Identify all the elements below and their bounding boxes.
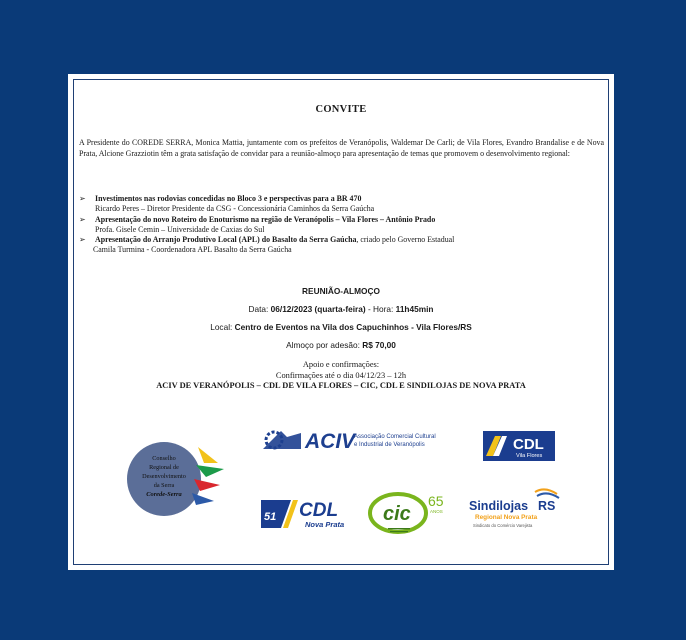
invitation-page xyxy=(68,74,614,570)
invitation-intro: A Presidente do COREDE SERRA, Monica Mattia, juntamente com os prefeitos de Veranópolis, Waldemar De Carli; de Vila Flores, Evandro Brandalise e de Nova Prata, Alcione Grazziotin têm a grata satisfação de convidar para a reunião-almoço para apresentação de temas que promovem o desenvolvimento regional: xyxy=(79,138,604,158)
place-value: Centro de Eventos na Vila dos Capuchinhos - Vila Flores/RS xyxy=(234,322,472,332)
topic-item xyxy=(79,194,606,204)
corede-text-line: da Serra xyxy=(153,482,175,489)
aciv-name: ACIV xyxy=(305,430,356,453)
cdl-np-sub: Nova Prata xyxy=(305,520,345,529)
topic-item xyxy=(79,235,606,245)
event-price-line xyxy=(68,336,614,354)
sindilojas-logo xyxy=(465,486,565,536)
cic-logo xyxy=(368,489,450,535)
cic-years: 65 xyxy=(428,493,444,509)
sindi-main: Sindilojas xyxy=(469,499,529,513)
price-value: R$ 70,00 xyxy=(362,340,396,350)
support-heading: Apoio e confirmações: xyxy=(302,360,380,369)
topic-title: Investimentos nas rodovias concedidas no Bloco 3 e perspectivas para a BR 470 xyxy=(95,194,362,203)
cdl-np-years: 51 xyxy=(264,511,277,523)
aciv-sub1: Associação Comercial Cultural xyxy=(354,434,436,440)
sindi-tag: Sindicato do Comércio Varejista xyxy=(473,523,533,528)
topics-list xyxy=(79,194,606,256)
cdl-vf-main: CDL xyxy=(513,436,544,453)
hour-value: 11h45min xyxy=(395,304,434,314)
cic-main: cic xyxy=(383,503,411,525)
event-place-line xyxy=(68,318,614,336)
topic-title: Apresentação do novo Roteiro do Enoturismo na região de Veranópolis – Vila Flores – Antônio Prado xyxy=(95,214,436,224)
topic-speaker: Ricardo Peres – Diretor Presidente da CSG - Concessionária Caminhos da Serra Gaúcha xyxy=(95,204,375,214)
aciv-sub2: e Industrial de Veranópolis xyxy=(354,442,425,448)
sindi-sub: Regional Nova Prata xyxy=(475,514,538,521)
support-orgs: ACIV DE VERANÓPOLIS – CDL DE VILA FLORES – CIC, CDL E SINDILOJAS DE NOVA PRATA xyxy=(156,381,526,390)
date-value: 06/12/2023 (quarta-feira) xyxy=(270,304,366,314)
bullet-arrow-icon: ➢ xyxy=(79,214,86,224)
hour-label: - Hora: xyxy=(365,304,394,314)
topic-title: Apresentação do Arranjo Produtivo Local (APL) do Basalto da Serra Gaúcha xyxy=(95,235,357,245)
place-label: Local: xyxy=(210,322,233,332)
aciv-logo xyxy=(261,427,451,453)
price-label: Almoço por adesão: xyxy=(286,340,360,350)
cdl-np-main: CDL xyxy=(299,500,339,521)
corede-text-line: Corede-Serra xyxy=(146,491,182,498)
date-label: Data: xyxy=(248,304,269,314)
cdl-vf-sub: Vila Flores xyxy=(516,453,543,459)
topic-speaker: Camila Turmina - Coordenadora APL Basalto da Serra Gaúcha xyxy=(93,245,292,255)
corede-serra-logo xyxy=(120,441,240,517)
bullet-arrow-icon: ➢ xyxy=(79,194,86,203)
invitation-title: CONVITE xyxy=(315,104,367,115)
topic-title-rest: , criado pelo Governo Estadual xyxy=(356,235,455,245)
event-date-line xyxy=(68,300,614,318)
support-confirm: Confirmações até o dia 04/12/23 – 12h xyxy=(275,370,407,380)
cdl-vila-flores-logo xyxy=(483,431,555,461)
event-heading: REUNIÃO-ALMOÇO xyxy=(302,286,380,296)
topic-item xyxy=(79,215,606,225)
event-details xyxy=(68,282,614,354)
topic-speaker: Profa. Gisele Cemin – Universidade de Caxias do Sul xyxy=(95,224,265,234)
corede-text-line: Regional de xyxy=(149,464,179,471)
cdl-nova-prata-logo xyxy=(261,494,351,530)
sindi-rs: RS xyxy=(538,499,556,513)
cic-years-label: ANOS xyxy=(430,509,443,514)
bullet-arrow-icon: ➢ xyxy=(79,235,86,245)
corede-text-line: Conselho xyxy=(152,455,176,462)
support-section xyxy=(68,360,614,392)
corede-text-line: Desenvolvimento xyxy=(142,473,186,480)
